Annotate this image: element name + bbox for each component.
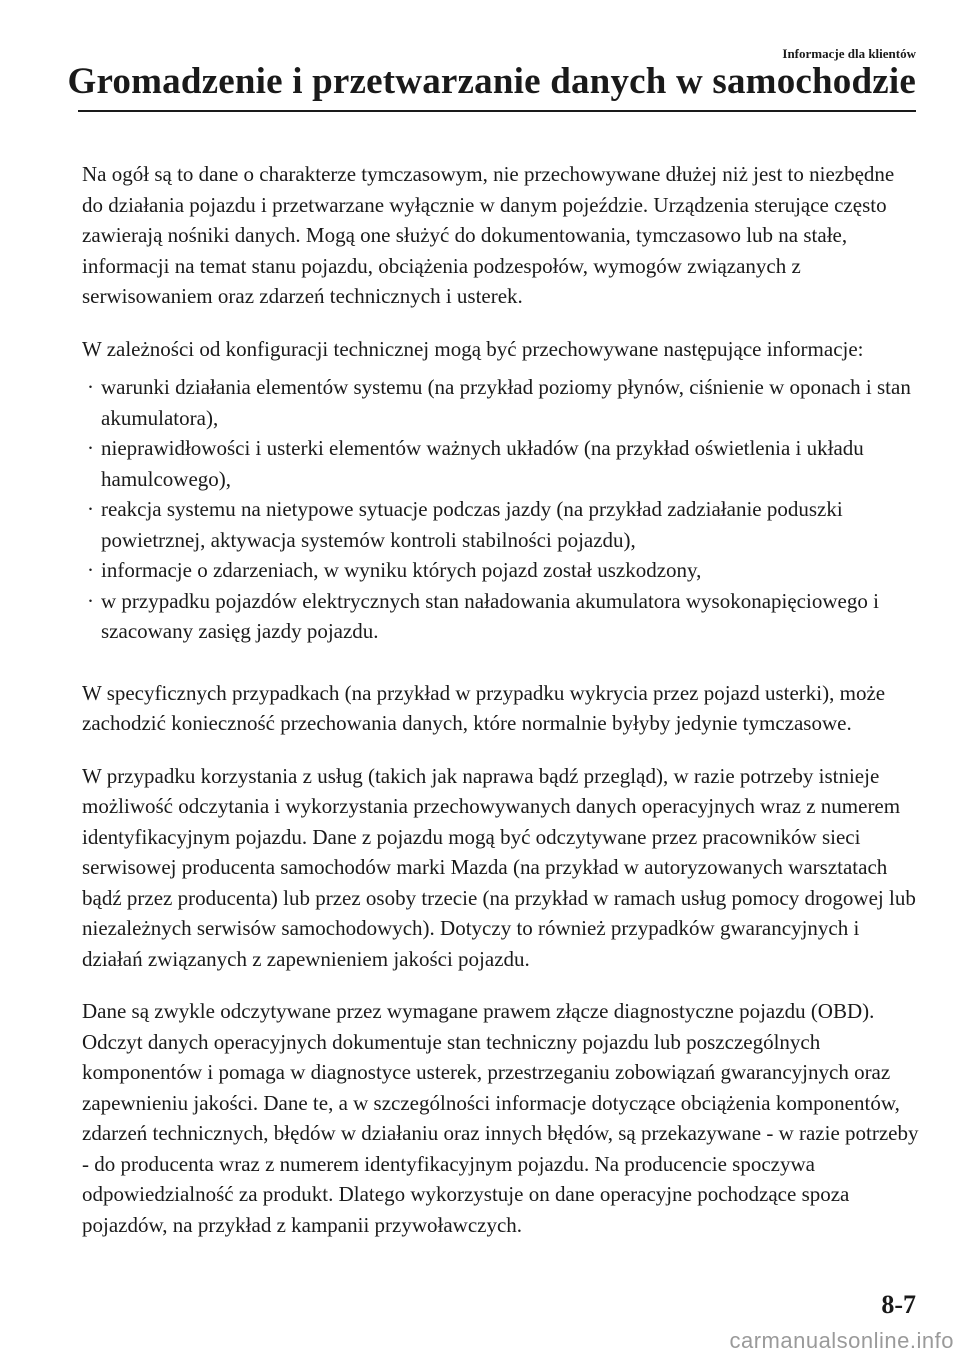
info-list xyxy=(82,372,920,647)
page-number: 8-7 xyxy=(881,1290,916,1319)
paragraph-config: W zależności od konfiguracji technicznej mogą być przechowywane następujące informacje: xyxy=(82,336,864,361)
list-item xyxy=(82,586,920,647)
bullet-icon: · xyxy=(87,436,94,460)
list-item xyxy=(82,555,920,586)
list-item-text: informacje o zdarzeniach, w wyniku których pojazd został uszkodzony, xyxy=(101,558,702,582)
paragraph-services: W przypadku korzystania z usług (takich jak naprawa bądź przegląd), w razie potrzeby istnieje możliwość odczytania i wykorzystania przechowywanych danych operacyjnych wraz z numerem identyfikacyjnym pojazdu. Dane z pojazdu mogą być odczytywane przez pracowników sieci serwisowej producenta samochodów marki Mazda (na przykład w autoryzowanych warsztatach bądź przez producenta) lub przez osoby trzecie (na przykład w ramach usług pomocy drogowej lub niezależnych serwisów samochodowych). Dotyczy to również przypadków gwarancyjnych i działań związanych z zapewnieniem jakości pojazdu. xyxy=(82,763,916,971)
page-title: Gromadzenie i przetwarzanie danych w samochodzie xyxy=(67,61,916,102)
paragraph-obd: Dane są zwykle odczytywane przez wymagane prawem złącze diagnostyczne pojazdu (OBD). Odczyt danych operacyjnych dokumentuje stan techniczny pojazdu lub poszczególnych komponentów i pomaga w diagnostyce usterek, przestrzeganiu zobowiązań gwarancyjnych oraz zapewnieniu jakości. Dane te, a w szczególności informacje dotyczące obciążenia komponentów, zdarzeń technicznych, błędów w działaniu oraz innych błędów, są przekazywane - w razie potrzeby - do producenta wraz z numerem identyfikacyjnym pojazdu. Na producencie spoczywa odpowiedzialność za produkt. Dlatego wykorzystuje on dane operacyjne pochodzące spoza pojazdów, na przykład z kampanii przywoławczych. xyxy=(82,999,919,1237)
header-section-label: Informacje dla klientów xyxy=(782,46,916,61)
list-item-text: w przypadku pojazdów elektrycznych stan naładowania akumulatora wysokonapięciowego i szacowany zasięg jazdy pojazdu. xyxy=(101,588,879,643)
list-item-text: nieprawidłowości i usterki elementów ważnych układów (na przykład oświetlenia i układu hamulcowego), xyxy=(101,436,864,491)
list-item xyxy=(82,372,920,433)
list-item-text: warunki działania elementów systemu (na przykład poziomy płynów, ciśnienie w oponach i stan akumulatora), xyxy=(101,375,911,430)
header-divider xyxy=(78,110,916,112)
page-body xyxy=(82,159,920,1262)
list-item xyxy=(82,433,920,494)
paragraph-specific-cases: W specyficznych przypadkach (na przykład w przypadku wykrycia przez pojazd usterki), może zachodzić konieczność przechowania danych, które normalnie byłyby jedynie tymczasowe. xyxy=(82,680,886,735)
bullet-icon: · xyxy=(87,558,94,582)
paragraph-intro: Na ogół są to dane o charakterze tymczasowym, nie przechowywane dłużej niż jest to niezbędne do działania pojazdu i przetwarzane wyłącznie w danym pojeździe. Urządzenia sterujące często zawierają nośniki danych. Mogą one służyć do dokumentowania, tymczasowo lub na stałe, informacji na temat stanu pojazdu, obciążenia podzespołów, wymogów związanych z serwisowaniem oraz zdarzeń technicznych i usterek. xyxy=(82,162,895,308)
bullet-icon: · xyxy=(87,588,94,613)
bullet-icon: · xyxy=(87,497,94,521)
watermark: carmanualsonline.info xyxy=(729,1328,954,1353)
list-item xyxy=(82,494,920,555)
list-item-text: reakcja systemu na nietypowe sytuacje podczas jazdy (na przykład zadziałanie poduszki powietrznej, aktywacja systemów kontroli stabilności pojazdu), xyxy=(101,497,843,552)
bullet-icon: · xyxy=(87,375,94,399)
